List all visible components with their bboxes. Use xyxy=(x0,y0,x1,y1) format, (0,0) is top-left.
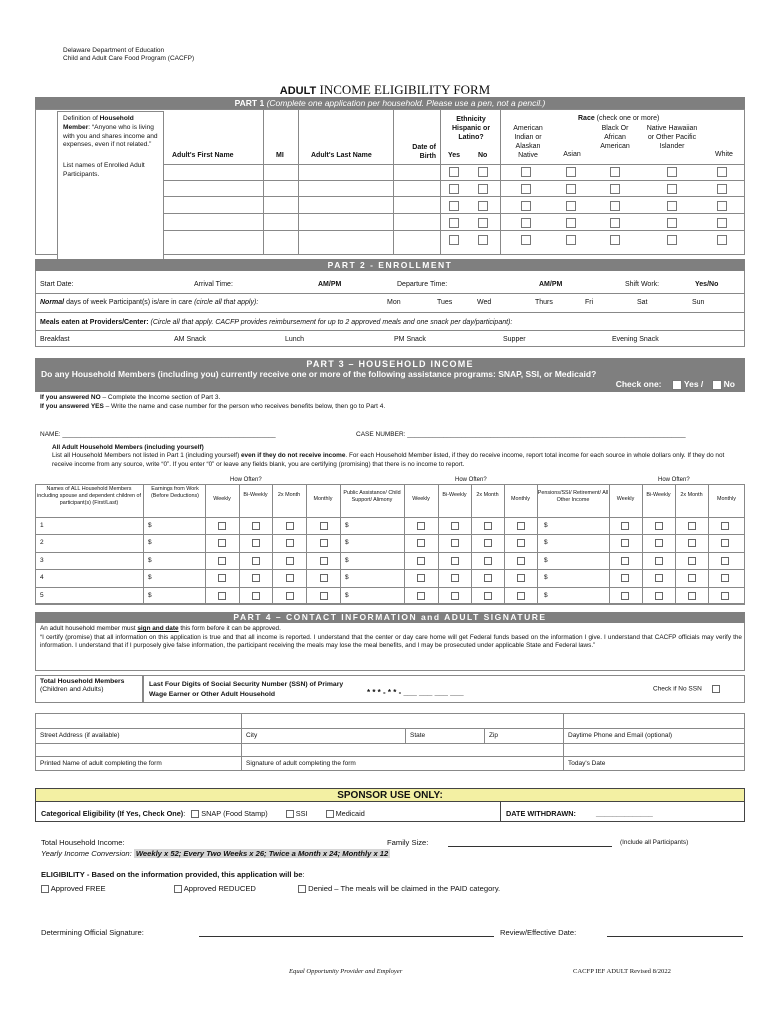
frequency-checkbox[interactable] xyxy=(655,592,663,600)
dollar-field[interactable]: $ xyxy=(148,574,152,582)
start-date-label: Start Date: xyxy=(40,281,74,288)
denied-checkbox[interactable] xyxy=(298,885,306,893)
frequency-checkbox[interactable] xyxy=(517,539,525,547)
frequency-checkbox[interactable] xyxy=(517,522,525,530)
frequency-checkbox[interactable] xyxy=(286,539,294,547)
contact-line xyxy=(35,743,745,744)
p1-checkbox[interactable] xyxy=(667,218,677,228)
p1-checkbox[interactable] xyxy=(610,235,620,245)
if-no-text: – Complete the Income section of Part 3. xyxy=(100,394,221,401)
p1-checkbox[interactable] xyxy=(667,184,677,194)
p1-checkbox[interactable] xyxy=(667,201,677,211)
total-income-label[interactable]: Total Household Income: xyxy=(41,838,125,847)
eligibility-colon: : xyxy=(302,870,305,879)
day-sat[interactable]: Sat xyxy=(637,299,648,306)
frequency-checkbox[interactable] xyxy=(320,522,328,530)
inc-row-line xyxy=(35,552,745,553)
p1-col-line xyxy=(393,109,394,255)
meal-lunch[interactable]: Lunch xyxy=(285,336,305,343)
p2-line xyxy=(35,330,745,331)
sponsor-title: SPONSOR USE ONLY: xyxy=(35,788,745,802)
no-ssn-checkbox[interactable] xyxy=(712,685,720,693)
race-label: Race xyxy=(578,115,595,122)
income-row-number: 2 xyxy=(40,539,44,547)
state-label[interactable]: State xyxy=(410,732,426,739)
p1-checkbox[interactable] xyxy=(449,184,459,194)
frequency-checkbox[interactable] xyxy=(721,557,729,565)
official-signature-label[interactable]: Determining Official Signature: xyxy=(41,928,144,937)
frequency-checkbox[interactable] xyxy=(484,522,492,530)
frequency-checkbox[interactable] xyxy=(218,574,226,582)
frequency-checkbox[interactable] xyxy=(621,592,629,600)
p1-checkbox[interactable] xyxy=(449,235,459,245)
no-ssn-row xyxy=(653,685,720,693)
frequency-checkbox[interactable] xyxy=(252,557,260,565)
race-col-3: Black Or African American xyxy=(600,125,630,150)
snap-name-field[interactable]: NAME: ___________________________________________________________ xyxy=(40,431,276,438)
shift-label: Shift Work: xyxy=(625,281,660,288)
contact-col-line xyxy=(484,728,485,743)
frequency-checkbox[interactable] xyxy=(621,557,629,565)
p1-checkbox[interactable] xyxy=(521,218,531,228)
denied-option[interactable] xyxy=(298,884,500,893)
dollar-field[interactable]: $ xyxy=(148,522,152,529)
inc-row-line xyxy=(35,604,745,605)
p1-checkbox[interactable] xyxy=(566,218,576,228)
meal-evening-snack[interactable]: Evening Snack xyxy=(612,336,659,343)
agency-name: Delaware Department of Education xyxy=(63,47,165,54)
dollar-field[interactable]: $ xyxy=(148,591,152,599)
reduced-label: Approved REDUCED xyxy=(183,884,256,893)
part2-bar: PART 2 - ENROLLMENT xyxy=(35,259,745,271)
p1-checkbox[interactable] xyxy=(566,167,576,177)
frequency-checkbox[interactable] xyxy=(218,539,226,547)
day-tues[interactable]: Tues xyxy=(437,299,453,306)
medicaid-checkbox[interactable] xyxy=(326,810,334,818)
frequency-checkbox[interactable] xyxy=(451,574,459,582)
meals-italic: (Circle all that apply. CACFP provides reimbursement for up to 2 approved meals and one snack per day/participant): xyxy=(148,319,513,326)
inc-row-line xyxy=(35,587,745,588)
frequency-checkbox[interactable] xyxy=(286,574,294,582)
frequency-checkbox[interactable] xyxy=(688,557,696,565)
p1-col-line xyxy=(500,109,501,255)
race-col-1: American Indian or Alaskan Native xyxy=(513,125,543,159)
printed-name-label[interactable]: Printed Name of adult completing the form xyxy=(40,760,162,767)
yearly-conversion xyxy=(41,849,390,858)
contact-col-line xyxy=(241,713,242,771)
def-term: Household Member xyxy=(63,115,134,131)
freq-weekly: Weekly xyxy=(213,496,231,502)
col-first-name: Adult's First Name xyxy=(172,152,234,159)
dollar-field[interactable]: $ xyxy=(345,591,349,599)
race-col-4: Native Hawaiian or Other Pacific Islander xyxy=(646,125,698,150)
p1-checkbox[interactable] xyxy=(478,184,488,194)
p1-checkbox[interactable] xyxy=(478,218,488,228)
assist-no-label: No xyxy=(723,379,735,389)
col-last-name: Adult's Last Name xyxy=(311,152,372,159)
dollar-field[interactable]: $ xyxy=(544,574,548,582)
dollar-field[interactable]: $ xyxy=(148,556,152,564)
categorical-label: Categorical Eligibility (If Yes, Check One) xyxy=(41,809,184,818)
yearly-formula: Weekly x 52; Every Two Weeks x 26; Twice a Month x 24; Monthly x 12 xyxy=(135,849,389,858)
p1-row-line xyxy=(164,213,745,214)
frequency-checkbox[interactable] xyxy=(252,539,260,547)
p1-checkbox[interactable] xyxy=(521,184,531,194)
frequency-checkbox[interactable] xyxy=(655,539,663,547)
p1-checkbox[interactable] xyxy=(667,235,677,245)
eligibility-title xyxy=(41,870,305,879)
p1-checkbox[interactable] xyxy=(449,218,459,228)
day-fri[interactable]: Fri xyxy=(585,299,594,306)
freq-biweekly: Bi-Weekly xyxy=(646,492,671,498)
frequency-checkbox[interactable] xyxy=(320,539,328,547)
ampm-2: AM/PM xyxy=(539,281,563,288)
assist-yes-checkbox[interactable] xyxy=(672,380,682,390)
income-row-number: 1 xyxy=(40,522,44,529)
no-ssn-label: Check if No SSN xyxy=(653,685,702,693)
form-title-bold: ADULT xyxy=(279,85,317,97)
normal-italic: (circle all that apply): xyxy=(194,299,259,306)
if-no-bold: If you answered NO xyxy=(40,394,101,401)
dollar-field[interactable]: $ xyxy=(148,539,152,547)
p1-checkbox[interactable] xyxy=(717,201,727,211)
frequency-checkbox[interactable] xyxy=(286,592,294,600)
frequency-checkbox[interactable] xyxy=(721,574,729,582)
header-agency xyxy=(63,47,194,63)
snap-label: SNAP (Food Stamp) xyxy=(201,809,268,818)
intro-underline: sign and date xyxy=(137,625,179,632)
inc-row-line xyxy=(35,517,745,518)
p2-line xyxy=(35,293,745,294)
ethnicity-header: Ethnicity Hispanic or Latino? xyxy=(451,116,491,141)
part3-check-row xyxy=(35,379,745,390)
frequency-checkbox[interactable] xyxy=(252,592,260,600)
total-members-box[interactable] xyxy=(35,675,143,703)
frequency-checkbox[interactable] xyxy=(517,574,525,582)
freq-weekly: Weekly xyxy=(616,496,635,502)
normal-bold: Normal xyxy=(40,299,65,306)
col-mi: MI xyxy=(276,152,284,159)
part1-label: PART 1 xyxy=(234,98,265,108)
p1-row-line xyxy=(164,196,745,197)
total-members-sub: (Children and Adults) xyxy=(40,686,104,693)
race-col-5: White xyxy=(715,151,733,158)
ssn-label: Last Four Digits of Social Security Number (SSN) of Primary Wage Earner or Other Adult Household xyxy=(149,681,344,698)
p1-checkbox[interactable] xyxy=(521,235,531,245)
frequency-checkbox[interactable] xyxy=(286,522,294,530)
col-earnings: Earnings from Work (Before Deductions) xyxy=(151,486,199,499)
frequency-checkbox[interactable] xyxy=(688,592,696,600)
p1-checkbox[interactable] xyxy=(449,201,459,211)
city-label[interactable]: City xyxy=(246,732,258,739)
free-label: Approved FREE xyxy=(50,884,106,893)
frequency-checkbox[interactable] xyxy=(417,522,425,530)
frequency-checkbox[interactable] xyxy=(517,592,525,600)
dollar-field[interactable]: $ xyxy=(345,539,349,547)
frequency-checkbox[interactable] xyxy=(218,522,226,530)
income-row-number: 5 xyxy=(40,591,44,599)
intro-2: this form before it can be approved. xyxy=(178,625,281,632)
part3-bar xyxy=(35,358,745,392)
p1-checkbox[interactable] xyxy=(521,201,531,211)
zip-label[interactable]: Zip xyxy=(489,732,499,739)
income-row-number: 3 xyxy=(40,556,44,564)
freq-weekly: Weekly xyxy=(412,496,430,502)
p1-checkbox[interactable] xyxy=(521,167,531,177)
all-members-bold: even if they do not receive income xyxy=(240,452,346,460)
frequency-checkbox[interactable] xyxy=(721,592,729,600)
def-text: : “Anyone who is living with you and shares income and expenses, even if not related.” xyxy=(63,123,158,149)
date-withdrawn-label: DATE WITHDRAWN: xyxy=(506,809,576,818)
frequency-checkbox[interactable] xyxy=(484,574,492,582)
certify-statement: “I certify (promise) that all information on this application is true and that all income is reported. I understand that the center or day care home will get Federal funds based on the information I give. I understand that CACFP officials may verify the information. I understand that if I purposely give false information, the participant receiving the meals may lose the meal benefits, and I may be prosecuted under applicable State and Federal laws.” xyxy=(40,633,742,650)
meals-label xyxy=(40,319,512,326)
effective-date-line xyxy=(607,936,743,937)
ssn-mask-field[interactable]: * * * - * * - ___ ___ ___ ___ xyxy=(367,688,464,697)
family-size-line xyxy=(448,846,612,847)
inc-row-line xyxy=(35,569,745,570)
frequency-checkbox[interactable] xyxy=(721,522,729,530)
frequency-checkbox[interactable] xyxy=(688,574,696,582)
today-date-label[interactable]: Today's Date xyxy=(568,760,606,767)
frequency-checkbox[interactable] xyxy=(417,557,425,565)
program-name: Child and Adult Care Food Program (CACFP) xyxy=(63,55,195,62)
dollar-field[interactable]: $ xyxy=(544,556,548,564)
p1-checkbox[interactable] xyxy=(610,167,620,177)
dollar-field[interactable]: $ xyxy=(345,522,349,529)
signature-label[interactable]: Signature of adult completing the form xyxy=(246,760,356,767)
p1-checkbox[interactable] xyxy=(717,235,727,245)
p1-checkbox[interactable] xyxy=(717,184,727,194)
freq-biweekly: Bi-Weekly xyxy=(442,492,467,498)
income-row-number: 4 xyxy=(40,574,44,582)
p1-checkbox[interactable] xyxy=(478,201,488,211)
def-prefix: Definition of xyxy=(63,115,100,122)
categorical-colon: : xyxy=(183,809,186,818)
frequency-checkbox[interactable] xyxy=(621,539,629,547)
approved-reduced-option[interactable] xyxy=(174,884,256,893)
col-member-names: Names of ALL Household Members including spouse and dependent children of participant(s) (First/Last) xyxy=(37,486,141,506)
meal-pm-snack[interactable]: PM Snack xyxy=(394,336,426,343)
normal-rest: days of week Participant(s) is/are in care xyxy=(64,299,195,306)
departure-label: Departure Time: xyxy=(397,281,448,288)
check-one-label: Check one: xyxy=(615,379,662,389)
intro-1: An adult household member must xyxy=(40,625,138,632)
frequency-checkbox[interactable] xyxy=(484,592,492,600)
frequency-checkbox[interactable] xyxy=(484,539,492,547)
official-signature-line xyxy=(199,936,494,937)
equal-opportunity: Equal Opportunity Provider and Employer xyxy=(289,968,403,975)
meal-breakfast[interactable]: Breakfast xyxy=(40,336,70,343)
p1-checkbox[interactable] xyxy=(566,184,576,194)
all-members-title: All Adult Household Members (including yourself) xyxy=(52,444,204,451)
sponsor-divider xyxy=(500,802,501,822)
ssi-checkbox[interactable] xyxy=(286,810,294,818)
p1-checkbox[interactable] xyxy=(566,201,576,211)
effective-date-label[interactable]: Review/Effective Date: xyxy=(500,928,577,937)
part3-instructions xyxy=(40,394,385,411)
frequency-checkbox[interactable] xyxy=(688,539,696,547)
frequency-checkbox[interactable] xyxy=(721,539,729,547)
frequency-checkbox[interactable] xyxy=(320,557,328,565)
meal-supper[interactable]: Supper xyxy=(503,336,526,343)
case-number-field[interactable]: CASE NUMBER: _____________________________________________________________________________ xyxy=(356,431,686,438)
p1-checkbox[interactable] xyxy=(610,201,620,211)
total-members-label: Total Household Members xyxy=(40,678,125,685)
day-sun[interactable]: Sun xyxy=(692,299,705,306)
freq-biweekly: Bi-Weekly xyxy=(243,492,268,498)
frequency-checkbox[interactable] xyxy=(218,557,226,565)
revision: CACFP IEF ADULT Revised 8/2022 xyxy=(573,968,671,975)
part4-bar: PART 4 – CONTACT INFORMATION and ADULT SIGNATURE xyxy=(35,612,745,623)
p1-col-line xyxy=(298,109,299,255)
p1-row-line xyxy=(164,164,745,165)
p1-checkbox[interactable] xyxy=(478,235,488,245)
col-public-assistance: Public Assistance/ Child Support/ Alimony xyxy=(343,490,401,503)
meals-bold: Meals eaten at Providers/Center: xyxy=(40,319,149,326)
freq-monthly: Monthly xyxy=(313,496,333,502)
street-label[interactable]: Street Address (if available) xyxy=(40,732,120,739)
frequency-checkbox[interactable] xyxy=(218,592,226,600)
p1-col-line xyxy=(440,109,441,255)
frequency-checkbox[interactable] xyxy=(451,522,459,530)
p1-checkbox[interactable] xyxy=(610,184,620,194)
ethnicity-yes: Yes xyxy=(448,152,461,159)
arrival-label: Arrival Time: xyxy=(194,281,233,288)
frequency-checkbox[interactable] xyxy=(484,557,492,565)
meal-am-snack[interactable]: AM Snack xyxy=(174,336,206,343)
p1-checkbox[interactable] xyxy=(610,218,620,228)
frequency-checkbox[interactable] xyxy=(655,574,663,582)
frequency-checkbox[interactable] xyxy=(320,574,328,582)
p2-line xyxy=(35,312,745,313)
denied-label: Denied – The meals will be claimed in the PAID category. xyxy=(308,884,501,893)
frequency-checkbox[interactable] xyxy=(621,574,629,582)
p1-col-line xyxy=(263,109,264,255)
how-often-1: How Often? xyxy=(230,477,262,483)
race-header xyxy=(578,115,659,122)
frequency-checkbox[interactable] xyxy=(417,539,425,547)
phone-label[interactable]: Daytime Phone and Email (optional) xyxy=(568,732,673,739)
day-wed[interactable]: Wed xyxy=(477,299,492,306)
enrolled-label: List names of Enrolled Adult Participants. xyxy=(63,162,145,178)
categorical-row xyxy=(41,809,365,818)
freq-2x: 2x Month xyxy=(680,492,703,498)
dollar-field[interactable]: $ xyxy=(345,556,349,564)
reduced-checkbox[interactable] xyxy=(174,885,182,893)
how-often-3: How Often? xyxy=(658,477,690,483)
yearly-label: Yearly Income Conversion: xyxy=(41,849,132,858)
snap-checkbox[interactable] xyxy=(191,810,199,818)
frequency-checkbox[interactable] xyxy=(517,557,525,565)
dollar-field[interactable]: $ xyxy=(544,591,548,599)
frequency-checkbox[interactable] xyxy=(417,592,425,600)
all-members-text: List all Household Members not listed in Part 1 (including yourself) xyxy=(52,452,241,460)
shift-yesno: Yes/No xyxy=(695,281,719,288)
assist-no-checkbox[interactable] xyxy=(712,380,722,390)
date-withdrawn[interactable] xyxy=(506,809,653,818)
day-thurs[interactable]: Thurs xyxy=(535,299,553,306)
p1-row-line xyxy=(164,180,745,181)
free-checkbox[interactable] xyxy=(41,885,49,893)
p1-checkbox[interactable] xyxy=(717,167,727,177)
col-dob: Date of Birth xyxy=(412,144,436,160)
frequency-checkbox[interactable] xyxy=(655,557,663,565)
if-yes-bold: If you answered YES xyxy=(40,402,104,410)
race-note: (check one or more) xyxy=(594,115,660,122)
dollar-field[interactable]: $ xyxy=(544,539,548,547)
ethnicity-no: No xyxy=(478,152,488,159)
p1-checkbox[interactable] xyxy=(449,167,459,177)
p1-checkbox[interactable] xyxy=(667,167,677,177)
dollar-field[interactable]: $ xyxy=(345,574,349,582)
frequency-checkbox[interactable] xyxy=(451,557,459,565)
part1-note: (Complete one application per household. Please use a pen, not a pencil.) xyxy=(264,98,546,108)
freq-2x: 2x Month xyxy=(277,492,301,498)
ssi-label: SSI xyxy=(295,809,308,818)
contact-line xyxy=(35,756,745,757)
frequency-checkbox[interactable] xyxy=(621,522,629,530)
dollar-field[interactable]: $ xyxy=(544,522,548,529)
day-mon[interactable]: Mon xyxy=(387,299,401,306)
contact-line xyxy=(35,728,745,729)
frequency-checkbox[interactable] xyxy=(252,574,260,582)
approved-free-option[interactable] xyxy=(41,884,106,893)
certify-text xyxy=(40,625,742,651)
part3-question: Do any Household Members (including you) currently receive one or more of the following assistance programs: SNAP, SSI, or Medicaid? xyxy=(41,369,597,379)
medicaid-label: Medicaid xyxy=(335,809,365,818)
frequency-checkbox[interactable] xyxy=(451,592,459,600)
p1-checkbox[interactable] xyxy=(566,235,576,245)
part1-bar xyxy=(35,97,745,109)
form-title xyxy=(0,82,770,98)
frequency-checkbox[interactable] xyxy=(252,522,260,530)
race-col-2: Asian xyxy=(563,151,581,158)
form-title-rest: INCOME ELIGIBILITY FORM xyxy=(316,82,491,97)
inc-row-line xyxy=(35,534,745,535)
part3-title: PART 3 – HOUSEHOLD INCOME xyxy=(306,359,474,369)
definition-box xyxy=(57,111,164,266)
col-pension: Pensions/SSI/ Retirement/ All Other Income xyxy=(537,490,609,503)
freq-2x: 2x Month xyxy=(476,492,499,498)
family-size-label[interactable]: Family Size: xyxy=(387,838,429,847)
frequency-checkbox[interactable] xyxy=(451,539,459,547)
freq-monthly: Monthly xyxy=(717,496,736,502)
assist-yes-label: Yes / xyxy=(683,379,704,389)
ampm-1: AM/PM xyxy=(318,281,342,288)
include-all-note: (Include all Participants) xyxy=(620,839,689,846)
frequency-checkbox[interactable] xyxy=(320,592,328,600)
all-members-instructions xyxy=(52,444,740,469)
p1-checkbox[interactable] xyxy=(717,218,727,228)
contact-col-line xyxy=(563,713,564,771)
eligibility-label: ELIGIBILITY - Based on the information provided, this application will be xyxy=(41,870,303,879)
how-often-2: How Often? xyxy=(455,477,487,483)
frequency-checkbox[interactable] xyxy=(655,522,663,530)
frequency-checkbox[interactable] xyxy=(286,557,294,565)
p1-checkbox[interactable] xyxy=(478,167,488,177)
frequency-checkbox[interactable] xyxy=(417,574,425,582)
date-withdrawn-line: ______________ xyxy=(596,809,653,818)
normal-days-label xyxy=(40,299,258,306)
freq-monthly: Monthly xyxy=(511,496,530,502)
frequency-checkbox[interactable] xyxy=(688,522,696,530)
contact-col-line xyxy=(405,728,406,743)
p1-row-line xyxy=(164,230,745,231)
all-members-text2: . For each Household Member listed, if they do receive income, report total income for each source in whole dollars only. If they do not receive income from any source, write “0”. If you enter “0” or leave any fields blank, you are certifying (promising) that there is no income to report. xyxy=(52,452,725,468)
if-yes-text: – Write the name and case number for the person who receives benefits below, then go to Part 4. xyxy=(103,402,386,410)
